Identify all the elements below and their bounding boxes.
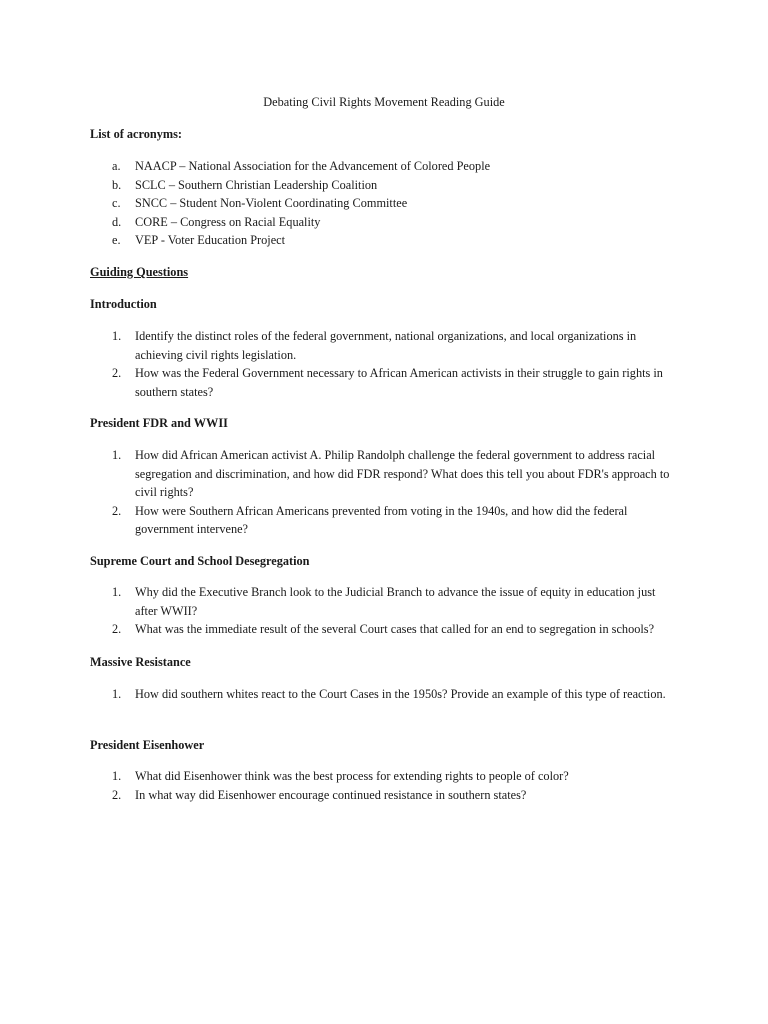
list-item-text: CORE – Congress on Racial Equality xyxy=(135,214,321,229)
list-item xyxy=(90,176,680,195)
acronym-list xyxy=(90,157,680,250)
question-item xyxy=(90,767,680,786)
question-number: 2. xyxy=(112,787,122,802)
question-number: 1. xyxy=(112,585,122,599)
section-heading-supreme-court: Supreme Court and School Desegregation xyxy=(90,554,310,568)
list-item-text: SNCC – Student Non-Violent Coordinating Committee xyxy=(135,196,408,210)
question-item xyxy=(90,327,680,364)
question-text: What did Eisenhower think was the best process for extending rights to people of color? xyxy=(135,769,569,783)
section-heading-eisenhower: President Eisenhower xyxy=(90,738,205,752)
question-item xyxy=(90,502,680,539)
question-number: 1. xyxy=(112,769,122,783)
question-item xyxy=(90,446,680,502)
list-marker: b. xyxy=(112,177,122,192)
question-text: How did southern whites react to the Court Cases in the 1950s? Provide an example of this type of reaction. xyxy=(135,687,666,701)
list-item xyxy=(90,213,680,232)
question-text: Why did the Executive Branch look to the Judicial Branch to advance the issue of equity in education just after WWII? xyxy=(135,585,656,618)
question-text: How was the Federal Government necessary to African American activists in their struggle to gain rights in southern states? xyxy=(135,366,663,399)
question-list-introduction xyxy=(90,327,680,401)
question-item xyxy=(90,620,680,639)
question-text: How did African American activist A. Philip Randolph challenge the federal government to address racial segregation and discrimination, and how did FDR respond? What does this tell you about FDR's approach to civil rights? xyxy=(135,448,670,499)
list-marker: a. xyxy=(112,159,121,173)
question-item xyxy=(90,364,680,401)
question-text: How were Southern African Americans prevented from voting in the 1940s, and how did the federal government intervene? xyxy=(135,503,628,536)
question-text: Identify the distinct roles of the federal government, national organizations, and local organizations in achieving civil rights legislation. xyxy=(135,329,637,362)
acronyms-heading: List of acronyms: xyxy=(90,127,182,141)
guiding-questions-heading: Guiding Questions xyxy=(90,265,189,279)
question-item xyxy=(90,583,680,620)
question-number: 1. xyxy=(112,448,122,462)
list-item xyxy=(90,157,680,176)
question-number: 2. xyxy=(112,622,122,636)
question-number: 1. xyxy=(112,329,122,343)
question-list-fdr-wwii xyxy=(90,446,680,539)
list-item-text: VEP - Voter Education Project xyxy=(135,233,286,247)
list-marker: c. xyxy=(112,196,121,210)
list-item-text: SCLC – Southern Christian Leadership Coalition xyxy=(135,177,378,192)
question-list-eisenhower xyxy=(90,767,680,804)
list-item-text: NAACP – National Association for the Advancement of Colored People xyxy=(135,159,491,173)
question-list-supreme-court xyxy=(90,583,680,639)
section-heading-fdr-wwii: President FDR and WWII xyxy=(90,416,228,430)
list-marker: d. xyxy=(112,214,122,229)
section-heading-introduction: Introduction xyxy=(90,297,157,311)
question-list-massive-resistance xyxy=(90,685,680,704)
question-item xyxy=(90,786,680,805)
question-item xyxy=(90,685,680,704)
question-number: 2. xyxy=(112,503,122,518)
list-item xyxy=(90,231,680,250)
question-number: 2. xyxy=(112,366,122,380)
list-item xyxy=(90,194,680,213)
document-title: Debating Civil Rights Movement Reading Guide xyxy=(263,95,505,109)
list-marker: e. xyxy=(112,233,121,247)
question-text: What was the immediate result of the several Court cases that called for an end to segregation in schools? xyxy=(135,622,655,636)
section-heading-massive-resistance: Massive Resistance xyxy=(90,655,191,669)
question-number: 1. xyxy=(112,687,122,701)
question-text: In what way did Eisenhower encourage continued resistance in southern states? xyxy=(135,787,527,802)
